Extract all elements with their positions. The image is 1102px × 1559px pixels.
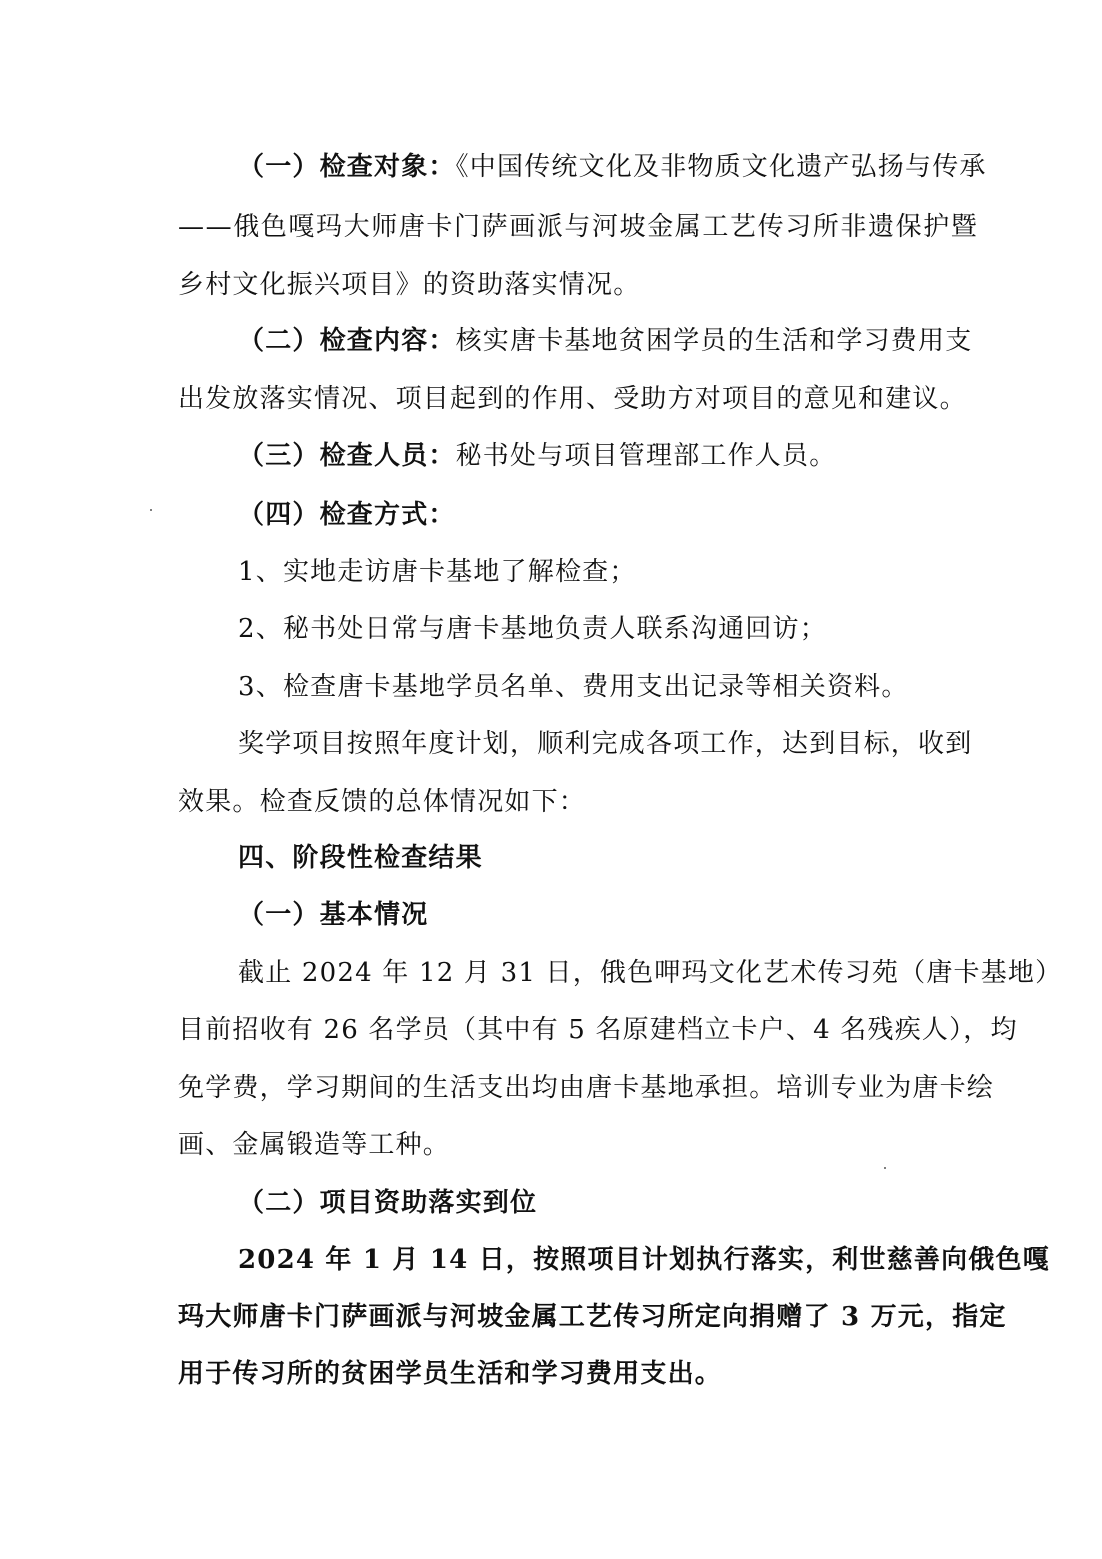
- section-heading: （二）检查内容：: [238, 326, 456, 356]
- paragraph-line: 乡村文化振兴项目》的资助落实情况。: [178, 270, 641, 300]
- section-heading: （二）项目资助落实到位: [238, 1188, 538, 1218]
- paragraph-line: 目前招收有 26 名学员（其中有 5 名原建档立卡户、4 名残疾人），均: [178, 1015, 1018, 1045]
- chapter-heading: [238, 843, 483, 873]
- paragraph-line: 玛大师唐卡门萨画派与河坡金属工艺传习所定向捐赠了 3 万元，指定: [178, 1302, 1007, 1332]
- section-inspection-method: [238, 500, 456, 530]
- paragraph-text: 核实唐卡基地贫困学员的生活和学习费用支: [455, 326, 973, 356]
- section-funding-implemented: [238, 1188, 537, 1218]
- section-basic-situation: [238, 900, 428, 930]
- section-inspection-content: [238, 326, 972, 356]
- section-heading: （三）检查人员：: [238, 441, 456, 471]
- paragraph-line: 出发放落实情况、项目起到的作用、受助方对项目的意见和建议。: [178, 384, 967, 414]
- paragraph-line: 2024 年 1 月 14 日，按照项目计划执行落实，利世慈善向俄色嘎: [238, 1245, 1050, 1275]
- list-item: 3、检查唐卡基地学员名单、费用支出记录等相关资料。: [238, 672, 909, 702]
- section-heading: （一）检查对象：: [238, 152, 456, 182]
- section-inspection-staff: [238, 441, 836, 471]
- section-heading: 四、阶段性检查结果: [238, 843, 483, 873]
- section-heading: （一）基本情况: [238, 900, 429, 930]
- paragraph-line: ——俄色嘎玛大师唐卡门萨画派与河坡金属工艺传习所非遗保护暨: [178, 212, 979, 242]
- paragraph-line: 画、金属锻造等工种。: [178, 1130, 451, 1160]
- paragraph-text: 秘书处与项目管理部工作人员。: [455, 441, 837, 471]
- paragraph-line: 截止 2024 年 12 月 31 日，俄色呷玛文化艺术传习苑（唐卡基地）: [238, 958, 1063, 988]
- list-item: 2、秘书处日常与唐卡基地负责人联系沟通回访；: [238, 614, 827, 644]
- paragraph-text: 《中国传统文化及非物质文化遗产弘扬与传承: [455, 152, 987, 182]
- paragraph-line: 用于传习所的贫困学员生活和学习费用支出。: [178, 1359, 723, 1389]
- scan-speck: [884, 1167, 886, 1169]
- paragraph-line: 奖学项目按照年度计划，顺利完成各项工作，达到目标，收到: [238, 729, 973, 759]
- section-heading: （四）检查方式：: [238, 500, 456, 530]
- paragraph-line: 效果。检查反馈的总体情况如下：: [178, 787, 587, 817]
- scan-speck: [150, 509, 152, 511]
- section-inspection-object: [238, 152, 987, 182]
- paragraph-line: 免学费，学习期间的生活支出均由唐卡基地承担。培训专业为唐卡绘: [178, 1073, 995, 1103]
- list-item: 1、实地走访唐卡基地了解检查；: [238, 557, 637, 587]
